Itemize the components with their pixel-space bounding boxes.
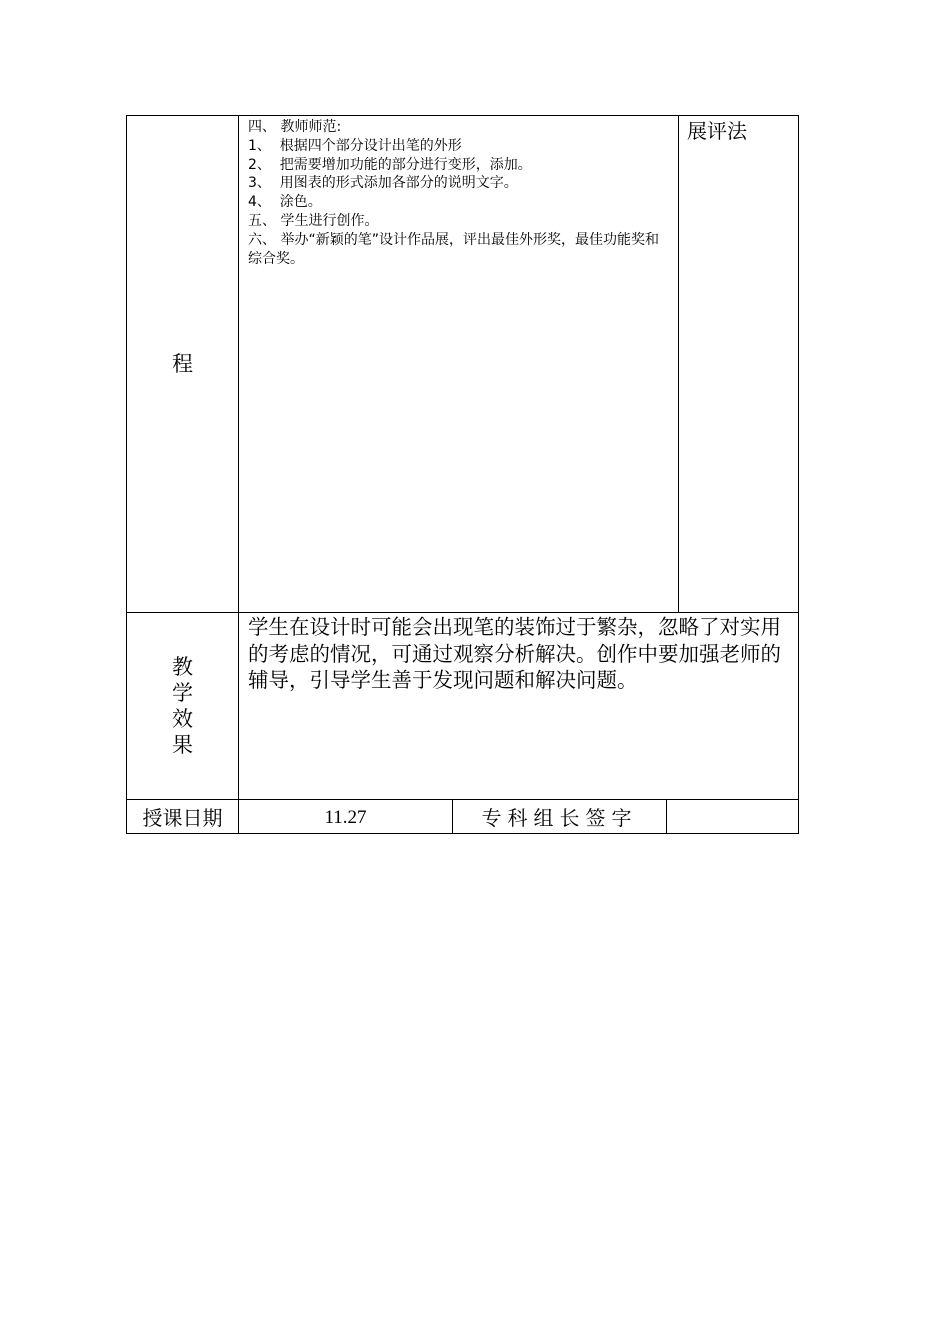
process-line: 四、 教师师范: [248, 119, 342, 135]
process-label-cell [127, 116, 239, 613]
date-value: 11.27 [324, 807, 367, 828]
process-row [127, 116, 799, 613]
process-line: 3、 用图表的形式添加各部分的说明文字。 [248, 175, 518, 192]
lesson-plan-table [126, 115, 799, 834]
process-line: 1、 根据四个部分设计出笔的外形 [248, 137, 462, 154]
method-text: 展评法 [687, 119, 747, 143]
effect-label-char: 效 [172, 707, 193, 731]
sign-value-cell [667, 800, 799, 834]
date-label: 授课日期 [142, 806, 223, 830]
process-line: 五、 学生进行创作。 [248, 212, 379, 229]
effect-label-char: 果 [172, 733, 193, 757]
sign-label: 专科组长签字 [481, 806, 638, 830]
effect-label-cell [127, 613, 239, 800]
process-label: 程 [172, 352, 193, 376]
effect-content-cell [239, 613, 799, 800]
effect-row [127, 613, 799, 800]
date-value-cell [239, 800, 453, 834]
footer-row [127, 800, 799, 834]
method-cell [679, 116, 799, 613]
sign-label-cell [453, 800, 667, 834]
date-label-cell [127, 800, 239, 834]
effect-label-char: 教 [172, 655, 193, 679]
effect-label-char: 学 [172, 681, 193, 705]
effect-text: 学生在设计时可能会出现笔的装饰过于繁杂，忽略了对实用的考虑的情况，可通过观察分析解决。创作中要加强老师的辅导，引导学生善于发现问题和解决问题。 [248, 615, 781, 692]
process-line: 2、 把需要增加功能的部分进行变形，添加。 [248, 156, 532, 173]
process-line: 4、 涂色。 [248, 194, 322, 211]
process-line: 六、 举办“新颖的笔”设计作品展，评出最佳外形奖，最佳功能奖和综合奖。 [248, 231, 659, 267]
process-content-cell [239, 116, 679, 613]
